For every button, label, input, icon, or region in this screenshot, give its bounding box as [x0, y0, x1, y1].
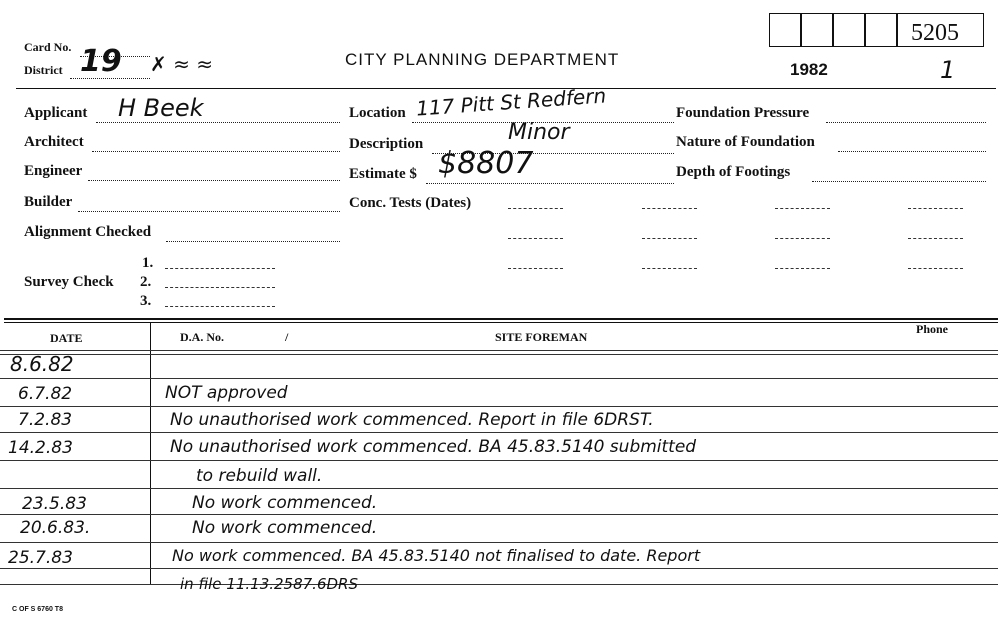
conc-line-3c	[775, 268, 830, 269]
card-number-value: 5205	[911, 20, 959, 46]
row-text: to rebuild wall.	[196, 466, 323, 486]
estimate-line	[426, 183, 674, 184]
survey-item-2: 2.	[140, 274, 152, 290]
table-top-rule	[4, 318, 998, 320]
district-label: District	[24, 63, 63, 77]
row-text: No work commenced.	[192, 493, 378, 513]
applicant-label: Applicant	[24, 105, 88, 121]
table-row-line	[0, 542, 998, 543]
top-rule	[16, 88, 996, 89]
depth-footings-label: Depth of Footings	[676, 164, 791, 180]
district-value: 19	[80, 44, 122, 79]
conc-line-1a	[508, 208, 563, 209]
row-date: 14.2.83	[8, 438, 73, 458]
year-mark: 1	[940, 56, 956, 84]
phone-header: Phone	[916, 322, 949, 336]
row-date: 20.6.83.	[20, 518, 91, 538]
card-number-box-2	[801, 13, 833, 47]
department-title: CITY PLANNING DEPARTMENT	[345, 50, 620, 69]
conc-line-2d	[908, 238, 963, 239]
builder-label: Builder	[24, 194, 73, 210]
location-value: 117 Pitt St Redfern	[415, 83, 607, 121]
date-column-divider	[150, 322, 151, 584]
conc-line-2a	[508, 238, 563, 239]
conc-line-3a	[508, 268, 563, 269]
table-row-line	[0, 514, 998, 515]
row-text: No unauthorised work commenced. Report in file 6DRST.	[170, 410, 654, 430]
table-row-line	[0, 432, 998, 433]
row-text: No work commenced.	[192, 518, 378, 538]
description-label: Description	[349, 136, 424, 152]
conc-line-2c	[775, 238, 830, 239]
conc-line-1c	[775, 208, 830, 209]
table-row-line	[0, 378, 998, 379]
date-header: DATE	[50, 331, 83, 345]
location-label: Location	[349, 105, 406, 121]
card-number-box-3	[833, 13, 865, 47]
da-slash: /	[285, 330, 289, 344]
table-top-rule-2	[4, 322, 998, 323]
survey-line-1	[165, 268, 275, 269]
row-text: No unauthorised work commenced. BA 45.83.5140 submitted	[170, 437, 697, 457]
table-row-line	[0, 354, 998, 355]
row-text: No work commenced. BA 45.83.5140 not finalised to date. Report	[172, 546, 701, 565]
card-number-box-4	[865, 13, 897, 47]
conc-line-1d	[908, 208, 963, 209]
survey-line-3	[165, 306, 275, 307]
alignment-line	[166, 241, 340, 242]
site-foreman-header: SITE FOREMAN	[495, 330, 588, 344]
conc-line-3d	[908, 268, 963, 269]
description-value: Minor	[508, 120, 570, 145]
architect-label: Architect	[24, 134, 84, 150]
table-row-line	[0, 460, 998, 461]
table-row-line	[0, 406, 998, 407]
architect-line	[92, 151, 340, 152]
depth-footings-line	[812, 181, 986, 182]
da-header: D.A. No.	[180, 330, 224, 344]
row-date: 23.5.83	[22, 494, 87, 514]
table-row-line	[0, 488, 998, 489]
nature-foundation-label: Nature of Foundation	[676, 134, 815, 150]
row-date: 6.7.82	[18, 384, 73, 404]
conc-line-1b	[642, 208, 697, 209]
row-date: 25.7.83	[8, 548, 73, 568]
row-text: in file 11.13.2587.6DRS	[180, 575, 358, 593]
nature-foundation-line	[838, 151, 986, 152]
district-extra: ✗ ≈ ≈	[150, 52, 213, 76]
table-row-line	[0, 568, 998, 569]
row-text: NOT approved	[165, 383, 288, 403]
survey-line-2	[165, 287, 275, 288]
conc-line-3b	[642, 268, 697, 269]
form-code: C OF S 6760 T8	[12, 606, 63, 613]
table-row-line	[0, 350, 998, 351]
alignment-label: Alignment Checked	[24, 224, 152, 240]
row-date: 8.6.82	[10, 352, 74, 376]
conc-line-2b	[642, 238, 697, 239]
conc-tests-label: Conc. Tests (Dates)	[349, 195, 472, 211]
builder-line	[78, 211, 340, 212]
foundation-pressure-label: Foundation Pressure	[676, 105, 810, 121]
engineer-label: Engineer	[24, 163, 83, 179]
card-no-label: Card No.	[24, 40, 72, 54]
survey-item-3: 3.	[140, 293, 152, 309]
row-date: 7.2.83	[18, 410, 73, 430]
estimate-value: $8807	[438, 146, 534, 181]
engineer-line	[88, 180, 340, 181]
applicant-line	[96, 122, 340, 123]
foundation-pressure-line	[826, 122, 986, 123]
table-row-line	[0, 584, 998, 585]
estimate-label: Estimate $	[349, 166, 417, 182]
year: 1982	[790, 60, 828, 79]
survey-check-label: Survey Check	[24, 274, 114, 290]
applicant-value: H Beek	[118, 94, 204, 122]
survey-item-1: 1.	[142, 255, 154, 271]
card-number-box-1	[769, 13, 801, 47]
